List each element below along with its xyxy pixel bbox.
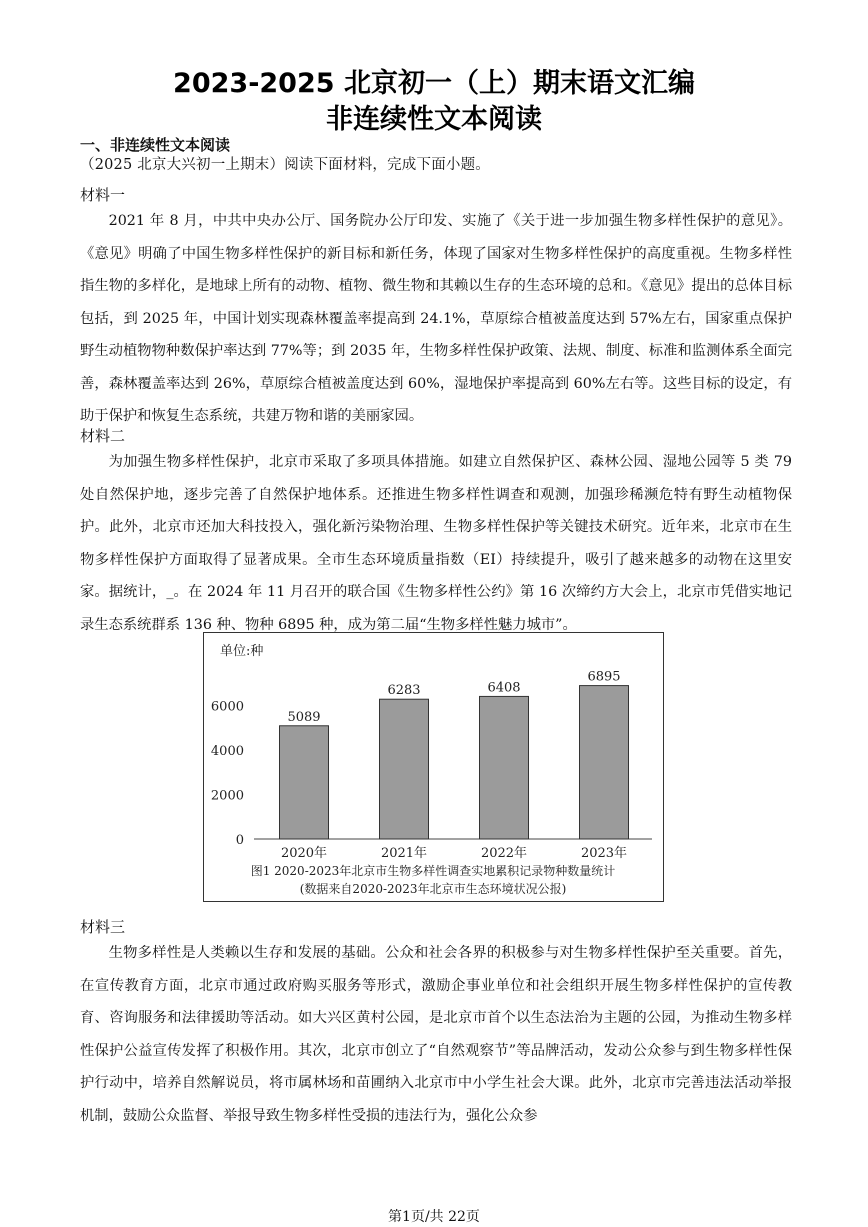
chart-caption: 图1 2020-2023年北京市生物多样性调查实地累积记录物种数量统计	[250, 864, 616, 878]
bar-value-label: 6895	[587, 669, 621, 685]
page-number: 第1页/共 22页	[388, 1209, 480, 1225]
bar-value-label: 6283	[387, 683, 421, 699]
page-subtitle: 非连续性文本阅读	[326, 104, 542, 135]
material2-text: 为加强生物多样性保护，北京市采取了多项具体措施。如建立自然保护区、森林公园、湿地公园等 5 类 79 处自然保护地，逐步完善了自然保护地体系。还推进生物多样性调查和观测，加强珍稀濒危特有野生动植物保护。此外，北京市还加大科技投入，强化新污染物治理、生物多样性保护等关键技术研究。近年来，北京市在生物多样性保护方面取得了显著成果。全市生态环境质量指数（EI）持续提升，吸引了越来越多的动物在这里安家。据统计，_。在 2024 年 11 月召开的联合国《生物多样性公约》第 16 次缔约方大会上，北京市凭借实地记录生态系统群系 136 种、物种 6895 种，成为第二届“生物多样性魅力城市”。	[80, 454, 792, 633]
chart-unit-label: 单位:种	[220, 644, 264, 659]
y-tick-label: 4000	[210, 744, 244, 759]
chart-svg	[204, 633, 663, 901]
material3-text: 生物多样性是人类赖以生存和发展的基础。公众和社会各界的积极参与对生物多样性保护至关重要。首先，在宣传教育方面，北京市通过政府购买服务等形式，激励企事业单位和社会组织开展生物多样性保护的宣传教育、咨询服务和法律援助等活动。如大兴区黄村公园，是北京市首个以生态法治为主题的公园，为推动生物多样性保护公益宣传发挥了积极作用。其次，北京市创立了“自然观察节”等品牌活动，发动公众参与到生物多样性保护行动中，培养自然解说员，将市属林场和苗圃纳入北京市中小学生社会大课。此外，北京市完善违法活动举报机制，鼓励公众监督、举报导致生物多样性受损的违法行为，强化公众参	[80, 945, 792, 1124]
bar-2020年	[280, 726, 329, 839]
material2-label: 材料二	[80, 427, 126, 445]
x-tick-label: 2020年	[280, 846, 328, 861]
species-bar-chart	[203, 632, 664, 902]
y-tick-label: 0	[235, 833, 244, 848]
page-title: 2023-2025 北京初一（上）期末语文汇编	[173, 68, 695, 99]
bar-value-label: 5089	[287, 709, 321, 725]
bar-value-label: 6408	[487, 680, 521, 696]
bar-2023年	[580, 686, 629, 839]
x-tick-label: 2021年	[380, 846, 428, 861]
x-tick-label: 2022年	[480, 846, 528, 861]
bar-2022年	[480, 696, 529, 839]
y-tick-label: 6000	[210, 699, 244, 715]
x-tick-label: 2023年	[580, 846, 628, 861]
bar-2021年	[380, 699, 429, 839]
material1-label: 材料一	[80, 186, 126, 204]
material1-text: 2021 年 8 月，中共中央办公厅、国务院办公厅印发、实施了《关于进一步加强生物多样性保护的意见》。《意见》明确了中国生物多样性保护的新目标和新任务，体现了国家对生物多样性保护的高度重视。生物多样性指生物的多样化，是地球上所有的动物、植物、微生物和其赖以生存的生态环境的总和。《意见》提出的总体目标包括，到 2025 年，中国计划实现森林覆盖率提高到 24.1%，草原综合植被盖度达到 57%左右，国家重点保护野生动植物物种数保护率达到 77%等；到 2035 年，生物多样性保护政策、法规、制度、标准和监测体系全面完善，森林覆盖率达到 26%，草原综合植被盖度达到 60%，湿地保护率提高到 60%左右等。这些目标的设定，有助于保护和恢复生态系统，共建万物和谐的美丽家园。	[80, 213, 792, 424]
y-tick-label: 2000	[210, 788, 244, 804]
chart-source: (数据来自2020-2023年北京市生态环境状况公报)	[299, 882, 567, 896]
section-heading: 一、非连续性文本阅读	[80, 136, 231, 154]
section-intro: （2025 北京大兴初一上期末）阅读下面材料，完成下面小题。	[80, 157, 491, 173]
material3-label: 材料三	[80, 918, 126, 936]
